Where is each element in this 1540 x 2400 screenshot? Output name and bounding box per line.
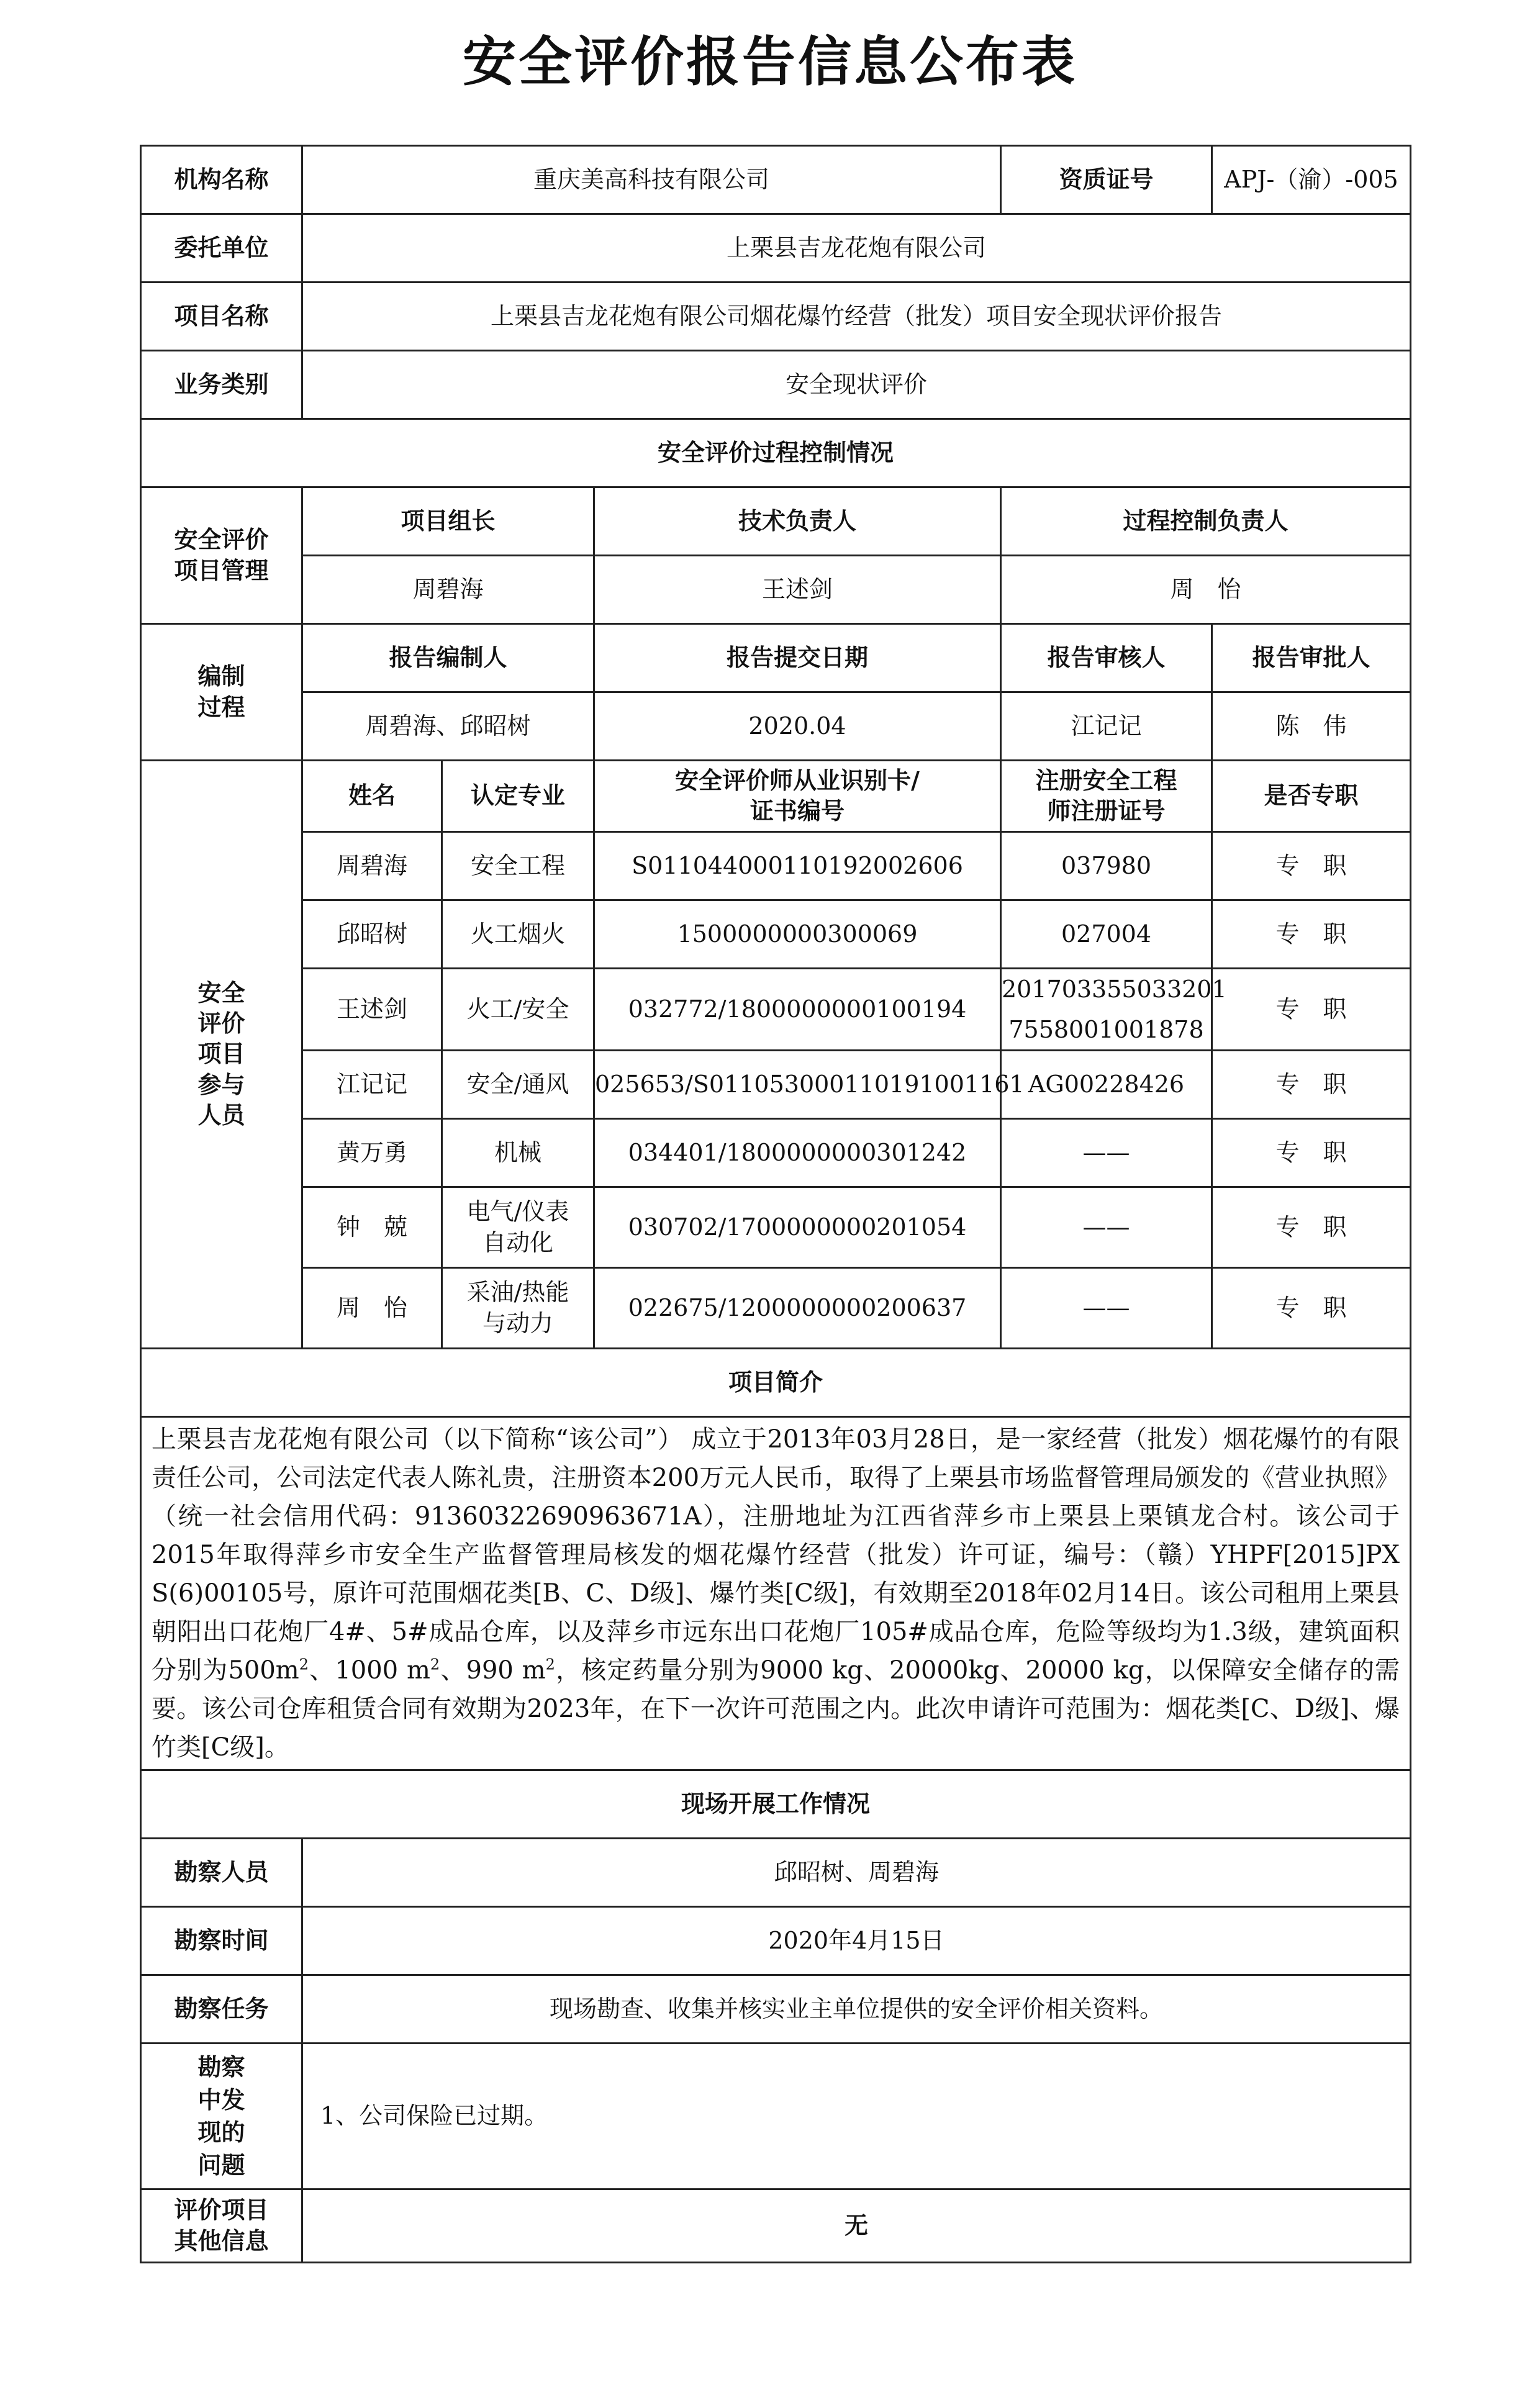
table-row [141,1187,1411,1268]
participant-major: 火工烟火 [442,900,594,969]
participant-card: 030702/1700000000201054 [594,1187,1001,1268]
control-value: 周 怡 [1001,556,1411,624]
issues-row [141,2044,1411,2189]
org-value: 重庆美高科技有限公司 [302,146,1001,214]
participant-fulltime: 专 职 [1212,900,1411,969]
management-header-row [141,487,1411,556]
participant-reg: AG00228426 [1001,1051,1212,1119]
participant-fulltime: 专 职 [1212,1051,1411,1119]
site-section-row [141,1770,1411,1839]
participant-card: 032772/1800000000100194 [594,969,1001,1051]
participant-card: 034401/1800000000301242 [594,1119,1001,1187]
page-title: 安全评价报告信息公布表 [463,31,1077,93]
participants-header-row [141,761,1411,832]
participant-fulltime: 专 职 [1212,1187,1411,1268]
participant-fulltime: 专 职 [1212,832,1411,900]
org-row [141,146,1411,214]
participant-fulltime: 专 职 [1212,969,1411,1051]
participant-name: 王述剑 [302,969,442,1051]
process-section-heading: 安全评价过程控制情况 [141,419,1411,487]
time-value: 2020年4月15日 [302,1907,1411,1975]
table-row [141,832,1411,900]
client-row [141,214,1411,283]
fulltime-header: 是否专职 [1212,761,1411,832]
approver-value: 陈 伟 [1212,692,1411,761]
client-value: 上栗县吉龙花炮有限公司 [302,214,1411,283]
control-header: 过程控制负责人 [1001,487,1411,556]
table-row [141,1119,1411,1187]
participant-card: S011044000110192002606 [594,832,1001,900]
org-label: 机构名称 [141,146,302,214]
participant-name: 邱昭树 [302,900,442,969]
process-section-row [141,419,1411,487]
name-header: 姓名 [302,761,442,832]
other-row [141,2189,1411,2263]
leader-header: 项目组长 [302,487,594,556]
client-label: 委托单位 [141,214,302,283]
other-value: 无 [302,2189,1411,2263]
participant-major: 安全/通风 [442,1051,594,1119]
author-value: 周碧海、邱昭树 [302,692,594,761]
table-row [141,900,1411,969]
info-table [140,145,1411,2263]
date-header: 报告提交日期 [594,624,1001,692]
reg-header: 注册安全工程 师注册证号 [1001,761,1212,832]
intro-row [141,1417,1411,1770]
issues-label: 勘察 中发 现的 问题 [141,2044,302,2189]
reviewer-header: 报告审核人 [1001,624,1212,692]
card-header: 安全评价师从业识别卡/ 证书编号 [594,761,1001,832]
compile-value-row [141,692,1411,761]
task-row [141,1975,1411,2044]
participant-major: 机械 [442,1119,594,1187]
participant-fulltime: 专 职 [1212,1268,1411,1349]
participant-fulltime: 专 职 [1212,1119,1411,1187]
staff-row [141,1839,1411,1907]
participant-reg: —— [1001,1268,1212,1349]
date-value: 2020.04 [594,692,1001,761]
participant-major: 电气/仪表 自动化 [442,1187,594,1268]
participant-major: 安全工程 [442,832,594,900]
management-label: 安全评价 项目管理 [141,487,302,624]
reviewer-value: 江记记 [1001,692,1212,761]
participants-label: 安全 评价 项目 参与 人员 [141,761,302,1349]
participant-reg: —— [1001,1187,1212,1268]
participant-reg: 201703355033201 7558001001878 [1001,969,1212,1051]
intro-section-heading: 项目简介 [141,1349,1411,1417]
participant-name: 周 怡 [302,1268,442,1349]
participant-reg: 037980 [1001,832,1212,900]
participant-name: 钟 兢 [302,1187,442,1268]
participant-name: 黄万勇 [302,1119,442,1187]
other-label: 评价项目 其他信息 [141,2189,302,2263]
participant-card: 1500000000300069 [594,900,1001,969]
management-value-row [141,556,1411,624]
participant-name: 江记记 [302,1051,442,1119]
approver-header: 报告审批人 [1212,624,1411,692]
table-row [141,1051,1411,1119]
task-value: 现场勘查、收集并核实业主单位提供的安全评价相关资料。 [302,1975,1411,2044]
author-header: 报告编制人 [302,624,594,692]
staff-value: 邱昭树、周碧海 [302,1839,1411,1907]
staff-label: 勘察人员 [141,1839,302,1907]
participant-major: 采油/热能 与动力 [442,1268,594,1349]
compile-header-row [141,624,1411,692]
tech-header: 技术负责人 [594,487,1001,556]
table-row [141,1268,1411,1349]
project-intro-text: 上栗县吉龙花炮有限公司（以下简称“该公司”） 成立于2013年03月28日，是一家经营（批发）烟花爆竹的有限责任公司，公司法定代表人陈礼贵，注册资本200万元人民币，取得了上栗县市场监督管理局颁发的《营业执照》（统一社会信用代码：91360322690963671A），注册地址为江西省萍乡市上栗县上栗镇龙合村。该公司于2015年取得萍乡市安全生产监督管理局核发的烟花爆竹经营（批发）许可证，编号：（赣）YHPF[2015]PX S(6)00105号，原许可范围烟花类[B、C、D级]、爆竹类[C级]，有效期至2018年02月14日。该公司租用上栗县朝阳出口花炮厂4#、5#成品仓库，以及萍乡市远东出口花炮厂105#成品仓库，危险等级均为1.3级，建筑面积分别为$500m^2$、1000 $m^2$、990 $m^2$，核定药量分别为9000 kg、20000kg、20000 kg，以保障安全储存的需要。该公司仓库租赁合同有效期为2023年，在下一次许可范围之内。此次申请许可范围为：烟花类[C、D级]、爆竹类[C级]。 [141,1417,1411,1770]
type-value: 安全现状评价 [302,351,1411,419]
participant-major: 火工/安全 [442,969,594,1051]
tech-value: 王述剑 [594,556,1001,624]
participant-card: 025653/S011053000110191001161 [594,1051,1001,1119]
participant-reg: —— [1001,1119,1212,1187]
major-header: 认定专业 [442,761,594,832]
intro-section-row [141,1349,1411,1417]
project-row [141,283,1411,351]
project-label: 项目名称 [141,283,302,351]
cert-value: APJ-（渝）-005 [1212,146,1411,214]
participant-card: 022675/1200000000200637 [594,1268,1001,1349]
cert-label: 资质证号 [1001,146,1212,214]
time-row [141,1907,1411,1975]
task-label: 勘察任务 [141,1975,302,2044]
type-row [141,351,1411,419]
participant-reg: 027004 [1001,900,1212,969]
leader-value: 周碧海 [302,556,594,624]
type-label: 业务类别 [141,351,302,419]
compile-label: 编制 过程 [141,624,302,761]
table-row [141,969,1411,1051]
time-label: 勘察时间 [141,1907,302,1975]
participant-name: 周碧海 [302,832,442,900]
project-value: 上栗县吉龙花炮有限公司烟花爆竹经营（批发）项目安全现状评价报告 [302,283,1411,351]
site-section-heading: 现场开展工作情况 [141,1770,1411,1839]
issues-value: 1、公司保险已过期。 [302,2044,1411,2189]
